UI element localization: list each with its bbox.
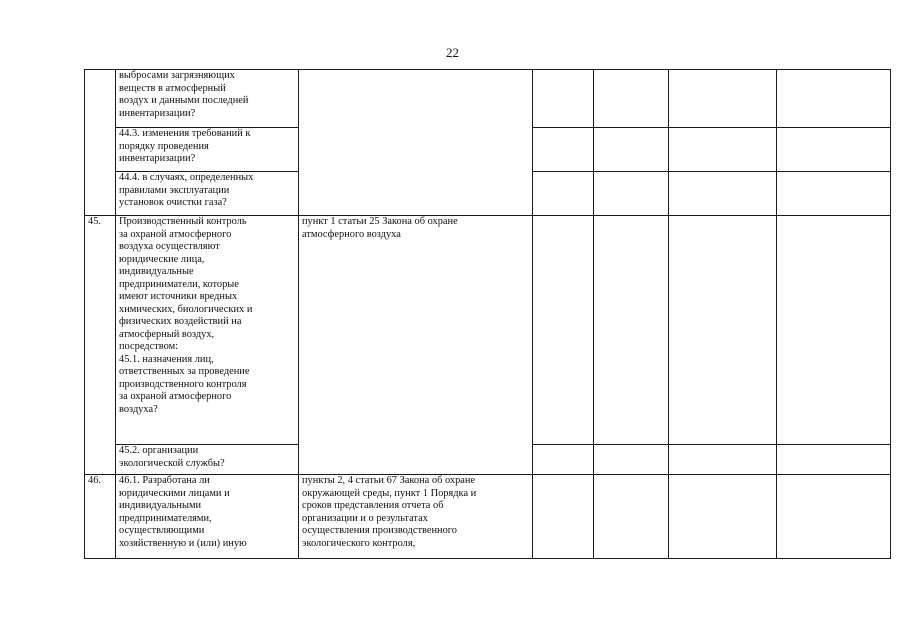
question-line: инвентаризации? [119, 153, 196, 164]
question-line: хозяйственную и (или) иную [119, 537, 247, 549]
reference-line: атмосферного воздуха [302, 228, 401, 240]
reference-line: экологического контроля, [302, 537, 416, 549]
question-line: физических воздействий на [119, 316, 242, 327]
item-number-cell: 45. [85, 216, 116, 475]
question-line: экологической службы? [119, 457, 225, 469]
question-line: предприниматели, которые [119, 278, 239, 290]
answer-not-applicable-cell [669, 216, 777, 445]
question-line: химических, биологических и [119, 303, 253, 315]
answer-no-cell [594, 128, 669, 172]
question-line: 45.1. назначения лиц, [119, 353, 214, 365]
note-cell [777, 172, 891, 216]
question-line: выбросами загрязняющих [119, 70, 235, 81]
question-line: предпринимателями, [119, 512, 212, 524]
answer-not-applicable-cell [669, 128, 777, 172]
reference-line: организации и о результатах [302, 512, 428, 524]
reference-line: пункты 2, 4 статьи 67 Закона об охране [302, 475, 476, 486]
answer-yes-cell [533, 128, 594, 172]
answer-not-applicable-cell [669, 475, 777, 559]
item-number-cell: 46. [85, 475, 116, 559]
answer-not-applicable-cell [669, 445, 777, 475]
question-line: посредством: [119, 341, 179, 352]
table-row-45 [85, 216, 891, 445]
reference-line: окружающей среды, пункт 1 Порядка и [302, 487, 477, 499]
question-line: воздуха? [119, 403, 158, 415]
question-cell [116, 128, 299, 172]
question-cell [116, 172, 299, 216]
legal-reference-cell [299, 70, 533, 216]
note-cell [777, 445, 891, 475]
answer-not-applicable-cell [669, 70, 777, 128]
answer-no-cell [594, 445, 669, 475]
question-line: производственного контроля [119, 378, 247, 390]
question-cell [116, 475, 299, 559]
question-cell [116, 216, 299, 445]
question-line: 44.3. изменения требований к [119, 128, 251, 139]
checklist-table [84, 69, 891, 559]
question-line: 45.2. организации [119, 445, 199, 456]
answer-yes-cell [533, 475, 594, 559]
note-cell [777, 70, 891, 128]
page-number: 22 [446, 45, 459, 60]
question-line: правилами эксплуатации [119, 184, 230, 196]
question-line: установок очистки газа? [119, 197, 227, 208]
note-cell [777, 128, 891, 172]
answer-no-cell [594, 475, 669, 559]
question-line: за охраной атмосферного [119, 391, 232, 402]
question-line: веществ в атмосферный [119, 82, 226, 94]
question-line: осуществляющими [119, 525, 205, 536]
note-cell [777, 216, 891, 445]
answer-no-cell [594, 172, 669, 216]
reference-line: сроков представления отчета об [302, 500, 444, 511]
answer-yes-cell [533, 172, 594, 216]
question-line: за охраной атмосферного [119, 228, 232, 240]
table-row-46 [85, 475, 891, 559]
legal-reference-cell [299, 216, 533, 475]
question-line: воздуха осуществляют [119, 241, 220, 252]
answer-not-applicable-cell [669, 172, 777, 216]
reference-line: осуществления производственного [302, 525, 457, 536]
question-line: имеют источники вредных [119, 291, 238, 302]
answer-yes-cell [533, 216, 594, 445]
answer-yes-cell [533, 70, 594, 128]
item-number-cell [85, 70, 116, 216]
question-line: ответственных за проведение [119, 366, 250, 377]
question-line: индивидуальные [119, 266, 194, 277]
question-line: юридическими лицами и [119, 487, 230, 499]
legal-reference-cell [299, 475, 533, 559]
note-cell [777, 475, 891, 559]
reference-line: пункт 1 статьи 25 Закона об охране [302, 216, 458, 227]
question-line: инвентаризации? [119, 107, 196, 119]
question-line: 44.4. в случаях, определенных [119, 172, 254, 183]
answer-no-cell [594, 216, 669, 445]
question-line: порядку проведения [119, 140, 209, 152]
answer-no-cell [594, 70, 669, 128]
question-line: Производственный контроль [119, 216, 247, 227]
question-line: индивидуальными [119, 500, 202, 511]
table-row-44-continuation [85, 70, 891, 128]
question-line: 46.1. Разработана ли [119, 475, 210, 486]
answer-yes-cell [533, 445, 594, 475]
question-line: воздух и данными последней [119, 95, 249, 106]
question-cell [116, 70, 299, 128]
question-line: юридические лица, [119, 253, 205, 265]
question-cell [116, 445, 299, 475]
question-line: атмосферный воздух, [119, 328, 215, 340]
